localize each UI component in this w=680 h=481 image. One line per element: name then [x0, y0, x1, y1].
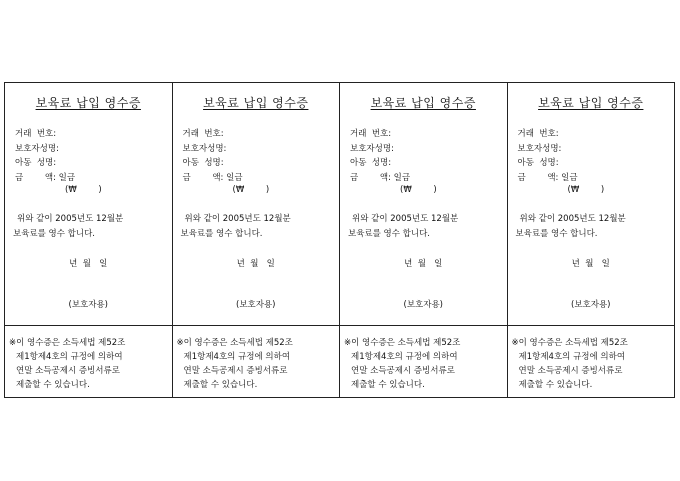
note-line: 제출할 수 있습니다. [518, 380, 593, 390]
receipt-title: 보육료 납입 영수증 [35, 96, 141, 110]
trade-number-label: 거래 번호: [15, 129, 57, 139]
divider [340, 325, 507, 326]
date-line: 년 월 일 [404, 259, 443, 269]
guardian-name-label: 보호자성명: [182, 143, 227, 154]
note-line: 제1항제4호의 규정에 의하여 [183, 352, 291, 362]
statement-line: 보육료를 영수 합니다. [348, 229, 431, 239]
amount-label: 금 액: 일금 [517, 172, 578, 183]
note-line: 제출할 수 있습니다. [16, 380, 90, 390]
statement-line: 위와 같이 2005년도 12월분 [519, 214, 626, 224]
receipt-title: 보육료 납입 영수증 [203, 96, 309, 110]
guardian-name-label: 보호자성명: [517, 143, 562, 154]
receipt-2 [173, 83, 341, 397]
copy-label: (보호자용) [236, 300, 276, 310]
receipt-title: 보육료 납입 영수증 [370, 96, 476, 110]
divider [508, 325, 675, 326]
child-name-label: 아동 성명: [182, 158, 224, 168]
won-amount: (₩ ) [400, 185, 437, 195]
receipt-sheet [4, 82, 675, 398]
note-line: 제1항제4호의 규정에 의하여 [351, 352, 458, 362]
note-line: 연말 소득공제시 증빙서류로 [183, 366, 288, 376]
tax-note [177, 336, 293, 392]
tax-note [9, 336, 125, 392]
note-line: 제출할 수 있습니다. [183, 380, 258, 390]
divider [5, 325, 172, 326]
date-line: 년 월 일 [69, 259, 108, 269]
statement-line: 보육료를 영수 합니다. [515, 229, 598, 239]
statement-line: 보육료를 영수 합니다. [13, 229, 96, 239]
tax-note [512, 336, 628, 392]
statement-line: 위와 같이 2005년도 12월분 [17, 214, 124, 224]
receipt-fields [183, 127, 243, 185]
statement-line: 위와 같이 2005년도 12월분 [352, 214, 459, 224]
note-line: 제1항제4호의 규정에 의하여 [518, 352, 626, 362]
guardian-name-label: 보호자성명: [350, 143, 394, 154]
note-line: 연말 소득공제시 증빙서류로 [16, 366, 120, 376]
note-line: ※이 영수증은 소득세법 제52조 [176, 338, 293, 348]
statement [181, 212, 291, 242]
won-amount: (₩ ) [65, 185, 102, 195]
divider [173, 325, 340, 326]
receipt-fields [518, 127, 578, 185]
tax-note [344, 336, 460, 392]
statement [516, 212, 626, 242]
note-line: ※이 영수증은 소득세법 제52조 [344, 338, 461, 348]
statement-line: 위와 같이 2005년도 12월분 [184, 214, 291, 224]
copy-label: (보호자용) [403, 300, 443, 310]
receipt-1 [5, 83, 173, 397]
child-name-label: 아동 성명: [350, 158, 392, 168]
receipt-fields [15, 127, 75, 185]
date-line: 년 월 일 [571, 259, 610, 269]
note-line: 연말 소득공제시 증빙서류로 [518, 366, 623, 376]
date-line: 년 월 일 [236, 259, 275, 269]
receipt-4 [508, 83, 675, 397]
won-amount: (₩ ) [232, 185, 270, 195]
note-line: ※이 영수증은 소득세법 제52조 [9, 338, 126, 348]
trade-number-label: 거래 번호: [350, 129, 392, 139]
amount-label: 금 액: 일금 [182, 172, 243, 183]
child-name-label: 아동 성명: [15, 158, 57, 168]
amount-label: 금 액: 일금 [15, 172, 76, 183]
amount-label: 금 액: 일금 [350, 172, 411, 183]
trade-number-label: 거래 번호: [182, 129, 224, 139]
statement [348, 212, 458, 242]
statement [13, 212, 123, 242]
won-amount: (₩ ) [567, 185, 605, 195]
receipt-title: 보육료 납입 영수증 [538, 96, 644, 110]
receipt-fields [350, 127, 410, 185]
note-line: 제출할 수 있습니다. [351, 380, 425, 390]
child-name-label: 아동 성명: [517, 158, 559, 168]
copy-label: (보호자용) [68, 300, 108, 310]
copy-label: (보호자용) [571, 300, 611, 310]
receipt-3 [340, 83, 508, 397]
trade-number-label: 거래 번호: [517, 129, 559, 139]
statement-line: 보육료를 영수 합니다. [180, 229, 263, 239]
note-line: 연말 소득공제시 증빙서류로 [351, 366, 455, 376]
note-line: ※이 영수증은 소득세법 제52조 [511, 338, 628, 348]
note-line: 제1항제4호의 규정에 의하여 [16, 352, 123, 362]
guardian-name-label: 보호자성명: [15, 143, 59, 154]
